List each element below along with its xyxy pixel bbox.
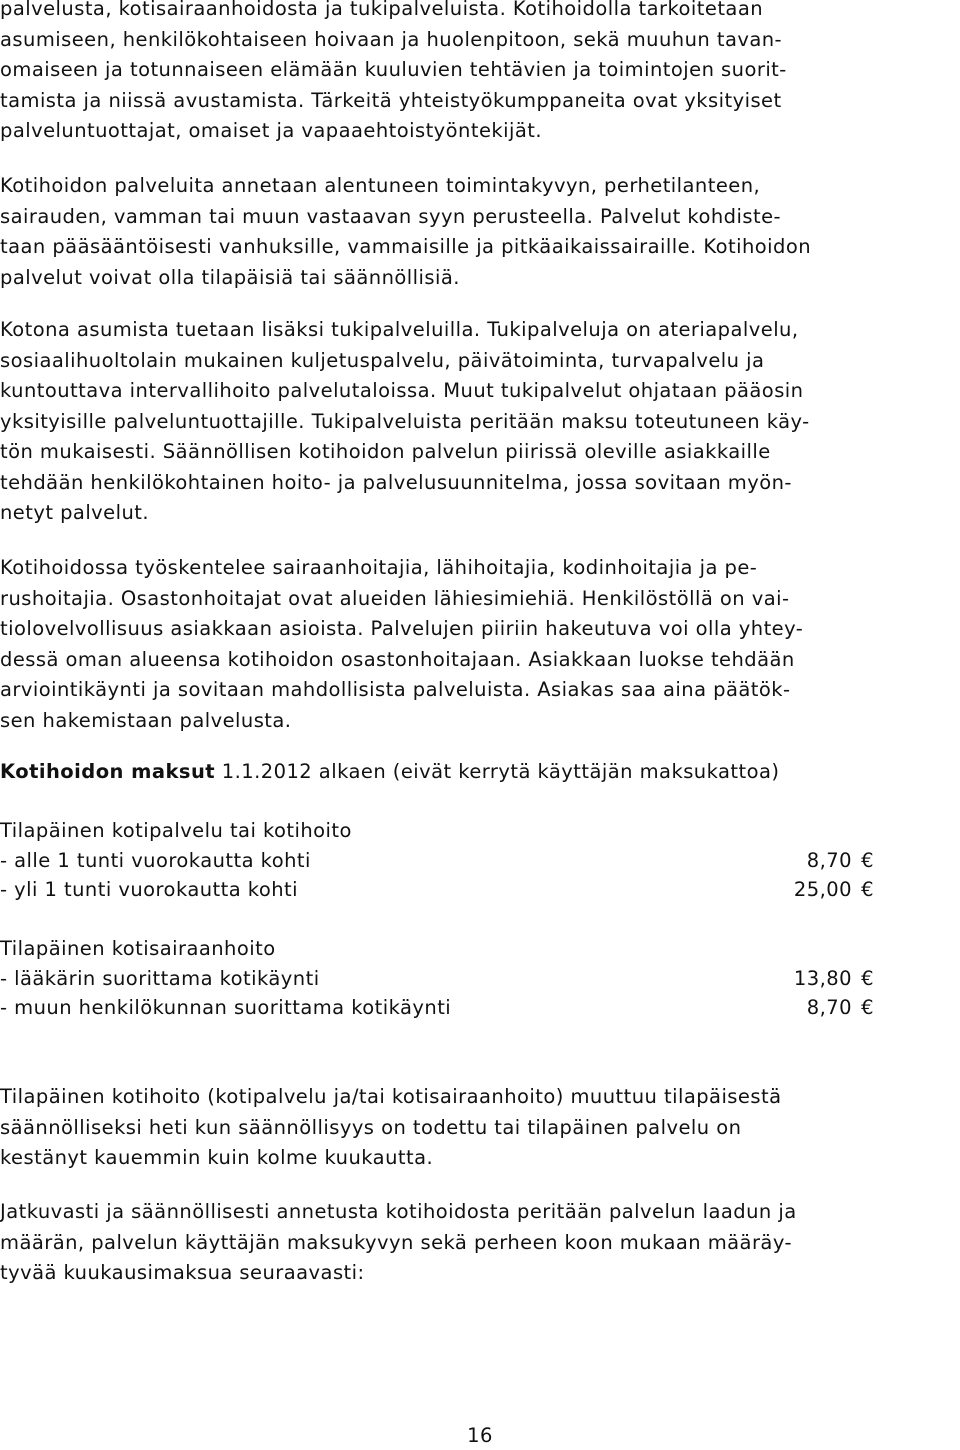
fee-amount: 8,70 xyxy=(806,996,852,1019)
text-line: palvelut voivat olla tilapäisiä tai säännöllisiä. xyxy=(0,265,460,289)
text-line: palvelusta, kotisairaanhoidosta ja tukipalveluista. Kotihoidolla tarkoitetaan xyxy=(0,0,764,20)
fee-amount: 13,80 xyxy=(793,967,852,990)
paragraph-service-criteria xyxy=(0,171,958,293)
text-line: tiolovelvollisuus asiakkaan asioista. Palvelujen piiriin hakeutuva voi olla yhtey- xyxy=(0,617,804,640)
paragraph-monthly-fee xyxy=(0,1197,958,1289)
text-line: taan pääsääntöisesti vanhuksille, vammaisille ja pitkäaikaissairaille. Kotihoidon xyxy=(0,235,812,258)
text-line: kestänyt kauemmin kuin kolme kuukautta. xyxy=(0,1146,434,1169)
text-line: rushoitajia. Osastonhoitajat ovat alueiden lähiesimiehiä. Henkilöstöllä on vai- xyxy=(0,586,790,610)
text-line: tyvää kuukausimaksua seuraavasti: xyxy=(0,1261,365,1284)
fee-label: - alle 1 tunti vuorokautta kohti xyxy=(0,849,311,872)
text-line: Kotihoidon palveluita annetaan alentuneen toimintakyvyn, perhetilanteen, xyxy=(0,174,761,197)
text-line: Jatkuvasti ja säännöllisesti annetusta kotihoidosta peritään palvelun laadun ja xyxy=(0,1200,797,1223)
fee-row xyxy=(0,875,880,906)
euro-icon: € xyxy=(861,849,874,872)
euro-icon: € xyxy=(861,967,874,990)
text-line: netyt palvelut. xyxy=(0,501,150,524)
text-line: säännölliseksi heti kun säännöllisyys on todettu tai tilapäinen palvelu on xyxy=(0,1115,742,1139)
euro-icon: € xyxy=(861,878,874,901)
fee-row xyxy=(0,846,880,877)
text-line: sen hakemistaan palvelusta. xyxy=(0,708,292,732)
paragraph-temporary-to-regular xyxy=(0,1082,958,1174)
paragraph-home-care-definition xyxy=(0,0,958,147)
fee-amount: 8,70 xyxy=(806,849,852,872)
text-line: yksityisille palveluntuottajille. Tukipalveluista peritään maksu toteutuneen käy- xyxy=(0,409,810,433)
fee-label: - muun henkilökunnan suorittama kotikäynti xyxy=(0,996,452,1019)
text-line: sairauden, vamman tai muun vastaavan syyn perusteella. Palvelut kohdiste- xyxy=(0,204,782,228)
temporary-home-care-title: Tilapäinen kotipalvelu tai kotihoito xyxy=(0,819,352,842)
fee-label: - yli 1 tunti vuorokautta kohti xyxy=(0,878,298,901)
text-line: tehdään henkilökohtainen hoito- ja palvelusuunnitelma, jossa sovitaan myön- xyxy=(0,470,792,494)
paragraph-support-services xyxy=(0,315,958,529)
text-line: dessä oman alueensa kotihoidon osastonhoitajaan. Asiakkaan luokse tehdään xyxy=(0,647,795,671)
text-line: Kotihoidossa työskentelee sairaanhoitajia, lähihoitajia, kodinhoitajia ja pe- xyxy=(0,556,758,579)
text-line: asumiseen, henkilökohtaiseen hoivaan ja huolenpitoon, sekä muuhun tavan- xyxy=(0,27,783,51)
text-line: määrän, palvelun käyttäjän maksukyvyn sekä perheen koon mukaan määräy- xyxy=(0,1230,792,1254)
fee-label: - lääkärin suorittama kotikäynti xyxy=(0,967,320,990)
page-number: 16 xyxy=(467,1424,493,1447)
fees-heading xyxy=(0,757,958,788)
text-line: arviointikäynti ja sovitaan mahdollisista palveluista. Asiakas saa aina päätök- xyxy=(0,678,791,701)
paragraph-staff xyxy=(0,553,958,736)
text-line: omaiseen ja totunnaiseen elämään kuuluvien tehtävien ja toimintojen suorit- xyxy=(0,58,787,81)
text-line: sosiaalihuoltolain mukainen kuljetuspalvelu, päivätoiminta, turvapalvelu ja xyxy=(0,348,765,372)
temporary-home-nursing-title: Tilapäinen kotisairaanhoito xyxy=(0,937,276,960)
text-line: tön mukaisesti. Säännöllisen kotihoidon palvelun piirissä oleville asiakkaille xyxy=(0,440,771,463)
fees-heading-bold: Kotihoidon maksut xyxy=(0,760,216,783)
fee-row xyxy=(0,993,880,1024)
fees-heading-rest: 1.1.2012 alkaen (eivät kerrytä käyttäjän maksukattoa) xyxy=(215,760,780,783)
text-line: palveluntuottajat, omaiset ja vapaaehtoistyöntekijät. xyxy=(0,119,543,142)
text-line: Tilapäinen kotihoito (kotipalvelu ja/tai kotisairaanhoito) muuttuu tilapäisestä xyxy=(0,1085,782,1108)
text-line: Kotona asumista tuetaan lisäksi tukipalveluilla. Tukipalveluja on ateriapalvelu, xyxy=(0,318,799,341)
text-line: kuntouttava intervallihoito palvelutaloissa. Muut tukipalvelut ohjataan pääosin xyxy=(0,379,804,402)
euro-icon: € xyxy=(861,996,874,1019)
fee-row xyxy=(0,964,880,995)
fee-amount: 25,00 xyxy=(793,878,852,901)
text-line: tamista ja niissä avustamista. Tärkeitä yhteistyökumppaneita ovat yksityiset xyxy=(0,88,782,112)
